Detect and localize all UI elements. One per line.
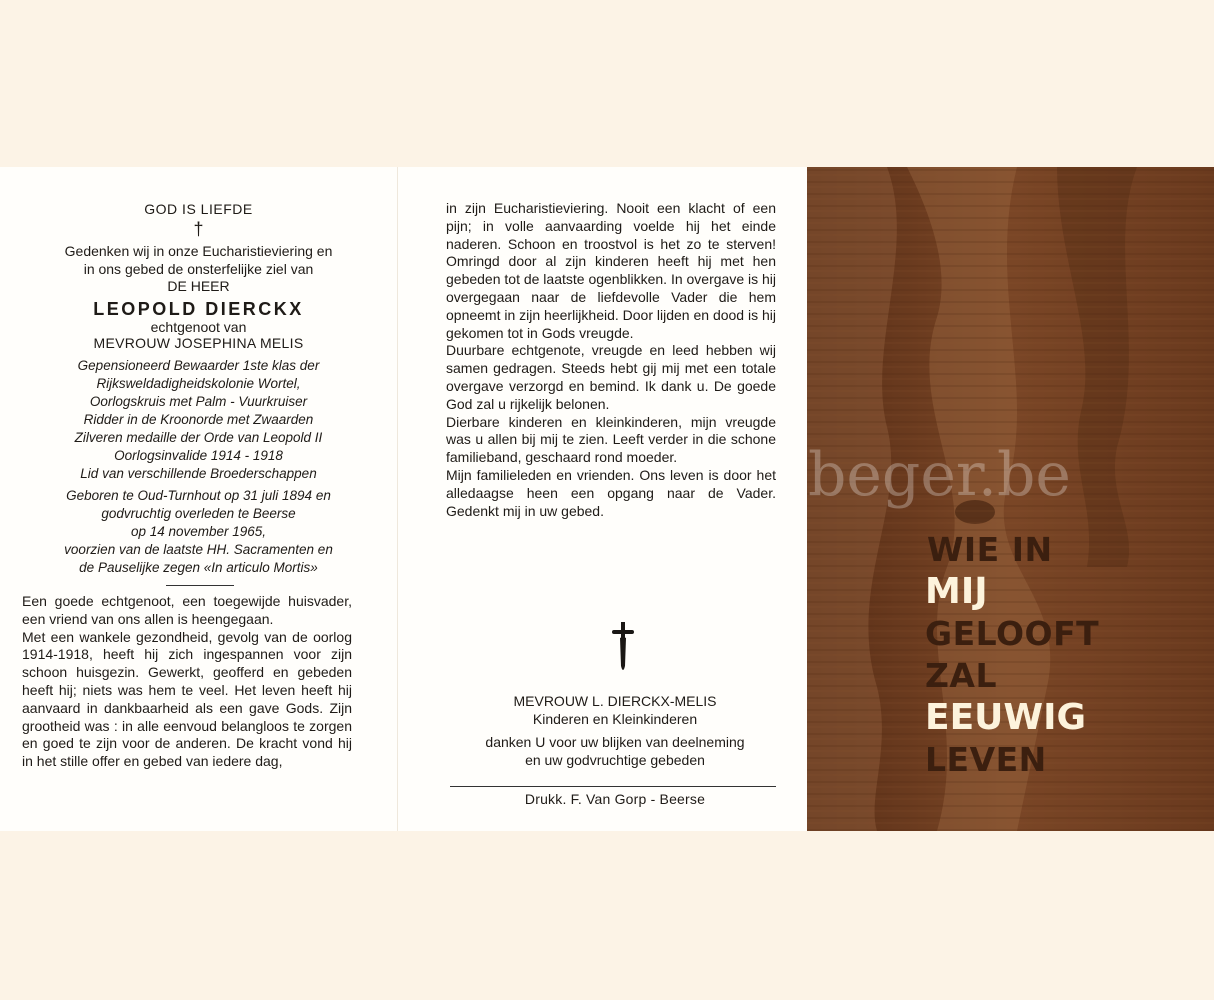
birth-line: op 14 november 1965,	[130, 524, 267, 539]
honor-line: Zilveren medaille der Orde van Leopold II	[74, 430, 323, 445]
thanks-line: danken U voor uw blijken van deelneming	[485, 734, 745, 750]
honor-line: Lid van verschillende Broederschappen	[80, 466, 317, 481]
honor-line: Oorlogsinvalide 1914 - 1918	[114, 448, 283, 463]
spouse-name: MEVROUW JOSEPHINA MELIS	[93, 335, 304, 351]
eulogy-continued	[446, 200, 776, 520]
intro-text	[12, 242, 385, 278]
eulogy-paragraph: in zijn Eucharistieviering. Nooit een klacht of een pijn; in volle aanvaarding voelde hij het einde naderen. Schoon en troostvol is het zo te sterven! Omringd door al zijn kinderen heeft hij met hen gebeden tot de laatste ogenblikken. In overgave is hij overgegaan naar de liefdevolle Vader die hem opneemt in zijn heerlijkheid. Door lijden en dood is hij gekomen tot in Gods vreugde.	[446, 200, 777, 341]
birth-line: Geboren te Oud-Turnhout op 31 juli 1894 en	[66, 488, 331, 503]
intro-line: in ons gebed de onsterfelijke ziel van	[83, 261, 314, 277]
verse-line: LEVEN	[925, 740, 1047, 779]
honor-line: Rijksweldadigheidskolonie Wortel,	[96, 376, 301, 391]
thanks-line: en uw godvruchtige gebeden	[525, 752, 705, 768]
scripture-verse	[925, 529, 1099, 781]
sender-family: Kinderen en Kleinkinderen	[532, 711, 698, 727]
verse-line: ZAL	[925, 656, 997, 695]
honors-list	[12, 357, 385, 483]
eulogy-paragraph: Met een wankele gezondheid, gevolg van de oorlog 1914-1918, heeft hij zich ingespannen voor zijn schoon huisgezin. Gewerkt, geofferd en gebeden heeft hij; niets was hem te veel. Het leven heeft hij aanvaard in dankbaarheid als een gave Gods. Zijn grootheid was : in alle eenvoud belangloos te zorgen en goed te zijn voor de anderen. De kracht vond hij in het stille offer en gebed van iedere dag,	[22, 628, 352, 770]
deceased-name: LEOPOLD DIERCKX	[93, 299, 304, 319]
sender-name: MEVROUW L. DIERCKX-MELIS	[513, 693, 717, 709]
verse-line: MIJ	[925, 571, 988, 612]
thanks-block	[430, 733, 800, 769]
eulogy-paragraph: Mijn familieleden en vrienden. Ons leven is door het alledaagse heen een opgang naar de Vader. Gedenkt mij in uw gebed.	[446, 466, 776, 519]
honor-line: Gepensioneerd Bewaarder 1ste klas der	[77, 358, 320, 373]
printer-credit: Drukk. F. Van Gorp - Beerse	[524, 791, 706, 807]
left-panel	[0, 167, 397, 831]
separator-rule	[450, 786, 776, 787]
birth-line: de Pauselijke zegen «In articulo Mortis»	[79, 560, 318, 575]
middle-panel	[397, 167, 807, 831]
birth-line: godvruchtig overleden te Beerse	[101, 506, 296, 521]
verse-line: EEUWIG	[925, 697, 1087, 738]
honor-line: Ridder in de Kroonorde met Zwaarden	[83, 412, 314, 427]
birth-death-info	[12, 487, 385, 577]
spouse-prefix: echtgenoot van	[150, 319, 247, 335]
eulogy-paragraph: Duurbare echtgenote, vreugde en leed hebben wij samen gedragen. Steeds hebt gij mij met een totale overgave verzorgd en bemind. Ik dank u. De goede God zal u rijkelijk belonen.	[446, 342, 776, 412]
birth-line: voorzien van de laatste HH. Sacramenten en	[64, 542, 333, 557]
eulogy-paragraph: Dierbare kinderen en kleinkinderen, mijn vreugde was u allen bij mij te zien. Leeft verder in die schone familieband, geschaard rond moeder.	[446, 413, 776, 466]
eulogy-paragraph: Een goede echtgenoot, een toegewijde huisvader, een vriend van ons allen is heengegaan.	[22, 593, 352, 627]
card-title: GOD IS LIEFDE	[144, 201, 253, 217]
watermark: beger.be	[808, 440, 1071, 510]
separator-rule	[166, 585, 234, 586]
sender-block	[430, 692, 800, 728]
intro-line: Gedenken wij in onze Eucharistieviering en	[64, 243, 333, 259]
verse-line: GELOOFT	[925, 614, 1100, 653]
verse-line: WIE IN	[927, 530, 1053, 569]
eulogy-text	[22, 593, 352, 771]
cross-icon	[608, 622, 638, 674]
de-heer-label: DE HEER	[167, 278, 230, 294]
honor-line: Oorlogskruis met Palm - Vuurkruiser	[89, 394, 308, 409]
cross-icon: †	[193, 219, 204, 239]
